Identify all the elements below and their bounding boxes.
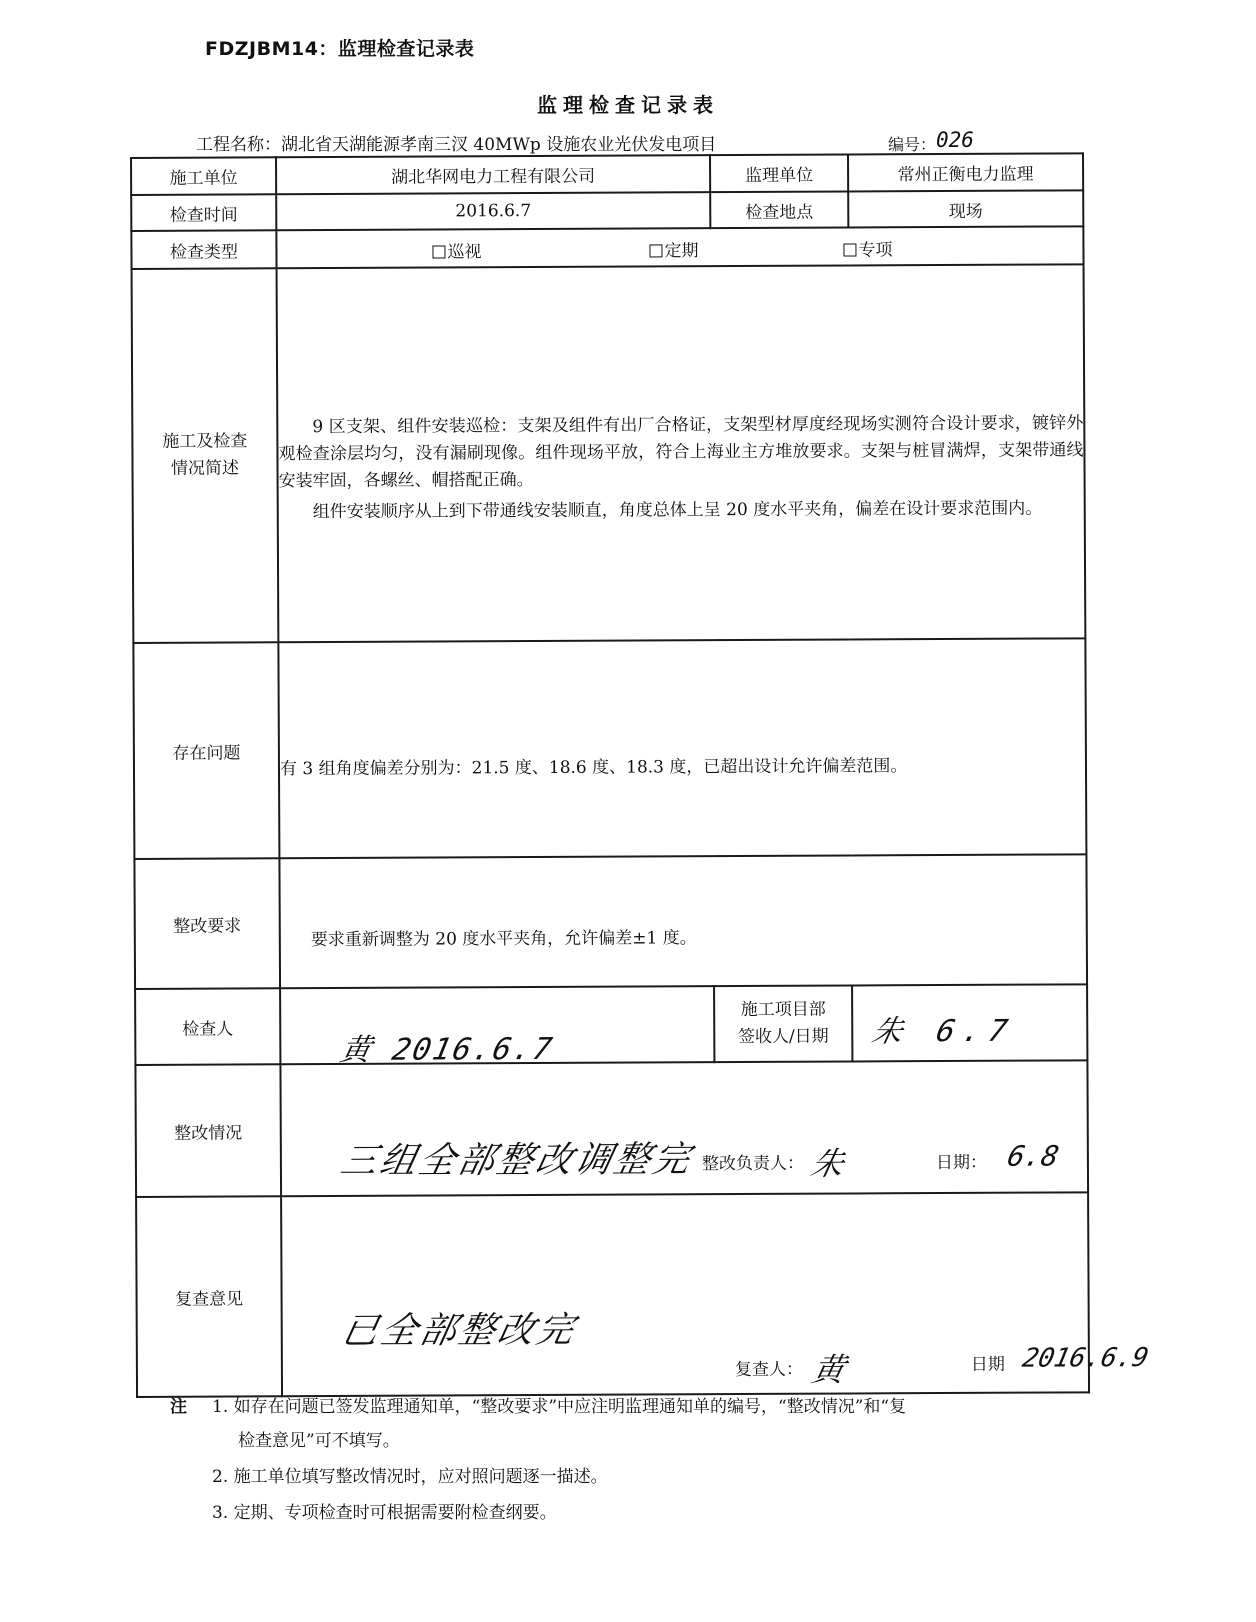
inspector-label: 检查人 (135, 988, 280, 1065)
receipt-signature-cell (852, 984, 1087, 1061)
rectify-requirement-text: 要求重新调整为 20 度水平夹角，允许偏差±1 度。 (310, 927, 697, 950)
summary-paragraph: 9 区支架、组件安装巡检：支架及组件有出厂合格证，支架型材厚度经现场实测符合设计要求，镀锌外观检查涂层均匀，没有漏刷现像。组件现场平放，符合上海业主方堆放要求。支架与桩冒满焊，支架带通线安装牢固，各螺丝、帽搭配正确。 (278, 413, 1084, 492)
responsible-signature: 朱 (807, 1144, 848, 1183)
issues-label: 存在问题 (133, 642, 279, 859)
inspection-type-options (276, 226, 1083, 268)
review-date-value: 2016.6.9 (1019, 1343, 1152, 1374)
inspector-signature-cell (280, 986, 714, 1068)
notes-label: 注 (170, 1397, 187, 1417)
checkbox-icon[interactable] (649, 244, 662, 257)
construction-unit-value: 湖北华网电力工程有限公司 (276, 155, 710, 194)
review-content (281, 1192, 1152, 1396)
summary-content (277, 264, 1086, 642)
inspection-time-value: 2016.6.7 (276, 192, 710, 230)
type-option-special[interactable]: 专项 (843, 235, 892, 260)
serial-number (888, 128, 974, 155)
review-label: 复查意见 (136, 1196, 282, 1397)
inspection-time-label: 检查时间 (131, 194, 276, 231)
inspection-table (130, 152, 1152, 1398)
document-title: 监理检查记录表 (537, 93, 719, 117)
rectify-status-handwriting: 三组全部整改调整完 (337, 1139, 697, 1183)
checkbox-icon[interactable] (432, 245, 445, 258)
rectify-status-label: 整改情况 (135, 1064, 281, 1197)
rectify-requirement-content (279, 854, 1087, 988)
summary-paragraph: 组件安装顺序从上到下带通线安装顺直，角度总体上呈 20 度水平夹角，偏差在设计要求范围内。 (312, 498, 1043, 523)
type-option-periodic[interactable]: 定期 (649, 236, 698, 261)
checkbox-icon[interactable] (843, 243, 856, 256)
supervision-unit-value: 常州正衡电力监理 (848, 153, 1083, 191)
date-label: 日期： (935, 1152, 987, 1174)
inspector-signature: 黄 2016.6.7 (336, 1031, 557, 1068)
receipt-label: 施工项目部 签收人/日期 (714, 985, 852, 1062)
form-code: FDZJBM14：监理检查记录表 (205, 38, 475, 60)
receipt-signature: 朱 6.7 (868, 1013, 1019, 1050)
inspection-form (130, 152, 1152, 1400)
responsible-label: 整改负责人： (701, 1153, 804, 1175)
issues-text: 有 3 组角度偏差分别为：21.5 度、18.6 度、18.3 度，已超出设计允许偏差范围。 (279, 755, 908, 779)
review-date-label: 日期 (970, 1354, 1005, 1375)
project-name-line (196, 130, 716, 155)
note-item: 2. 施工单位填写整改情况时，应对照问题逐一描述。 (212, 1467, 608, 1487)
project-label: 工程名称： (196, 135, 281, 155)
construction-unit-label: 施工单位 (131, 157, 276, 195)
review-handwriting: 已全部整改完 (337, 1309, 581, 1352)
date-value: 6.8 (1004, 1139, 1062, 1173)
summary-label: 施工及检查 情况简述 (132, 268, 279, 643)
note-item: 1. 如存在问题已签发监理通知单，“整改要求”中应注明监理通知单的编号，“整改情况”和“复 (212, 1397, 907, 1417)
inspection-type-label: 检查类型 (131, 230, 276, 269)
inspection-place-value: 现场 (848, 190, 1083, 227)
serial-value: 026 (936, 128, 974, 152)
type-option-patrol[interactable]: 巡视 (432, 237, 481, 262)
reviewer-signature: 黄 (808, 1350, 849, 1389)
issues-content (278, 638, 1086, 858)
rectify-status-content (280, 1060, 1088, 1196)
inspection-place-label: 检查地点 (710, 191, 848, 228)
serial-label: 编号： (888, 135, 937, 154)
note-item: 3. 定期、专项检查时可根据需要附检查纲要。 (212, 1503, 557, 1523)
reviewer-label: 复查人： (734, 1359, 803, 1381)
note-item: 检查意见”可不填写。 (238, 1431, 400, 1451)
rectify-requirement-label: 整改要求 (134, 858, 280, 989)
supervision-unit-label: 监理单位 (710, 154, 848, 192)
project-name: 湖北省天湖能源孝南三汊 40MWp 设施农业光伏发电项目 (281, 135, 717, 155)
